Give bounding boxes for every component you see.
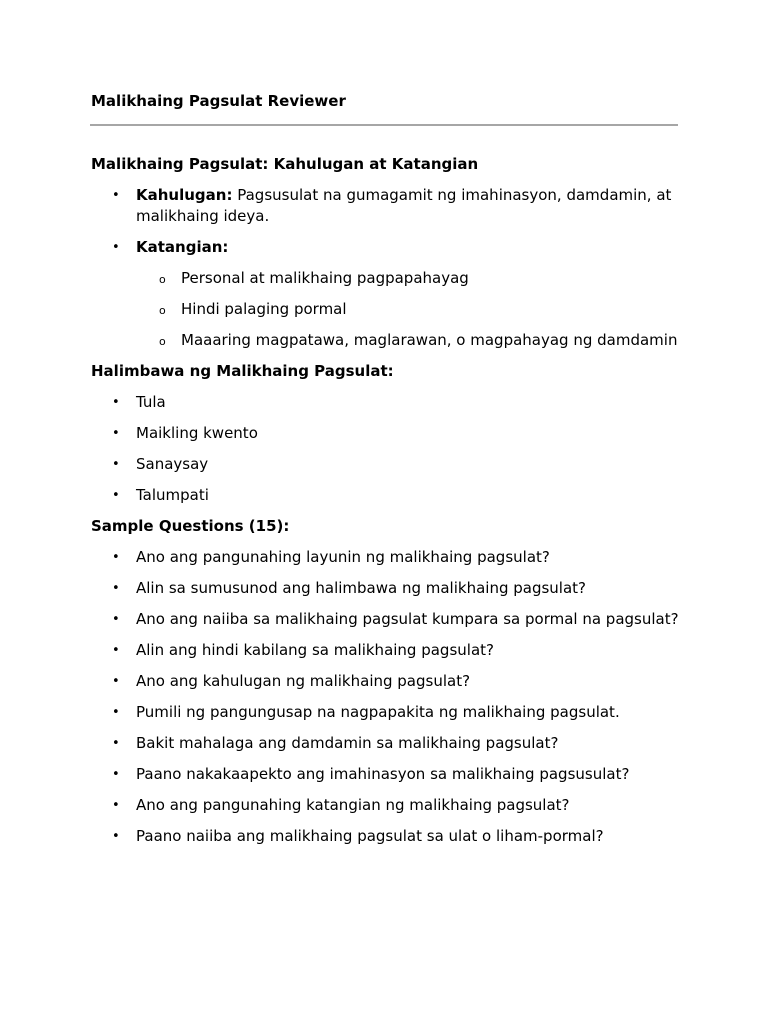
document-title: Malikhaing Pagsulat Reviewer <box>91 92 346 110</box>
kahulugan-text: Pagsusulat na gumagamit ng imahinasyon, damdamin, at malikhaing ideya. <box>136 186 672 225</box>
question-item: • Pumili ng pangungusap na nagpapakita ng malikhaing pagsulat. <box>91 702 687 723</box>
sublist-item: o Hindi palaging pormal <box>136 299 687 320</box>
question-item: • Bakit mahalaga ang damdamin sa malikhaing pagsulat? <box>91 733 687 754</box>
list-item: • Maikling kwento <box>91 423 687 444</box>
list-item: • Sanaysay <box>91 454 687 475</box>
katangian-sublist <box>136 268 687 351</box>
question-item: • Alin sa sumusunod ang halimbawa ng malikhaing pagsulat? <box>91 578 687 599</box>
list-item-katangian <box>91 237 687 351</box>
kahulugan-label: Kahulugan: <box>136 186 233 204</box>
horizontal-rule <box>90 124 678 126</box>
question-item: • Paano nakakaapekto ang imahinasyon sa malikhaing pagsusulat? <box>91 764 687 785</box>
list-item-kahulugan <box>91 185 687 227</box>
question-item: • Ano ang naiiba sa malikhaing pagsulat kumpara sa pormal na pagsulat? <box>91 609 687 630</box>
question-item: • Ano ang pangunahing layunin ng malikhaing pagsulat? <box>91 547 687 568</box>
question-item: • Ano ang kahulugan ng malikhaing pagsulat? <box>91 671 687 692</box>
document-body <box>91 154 687 857</box>
list-item: • Talumpati <box>91 485 687 506</box>
halimbawa-list <box>91 392 687 506</box>
katangian-label: Katangian: <box>136 238 229 256</box>
section-heading-kahulugan-katangian: Malikhaing Pagsulat: Kahulugan at Katangian <box>91 155 479 173</box>
sublist-item: o Maaaring magpatawa, maglarawan, o magpahayag ng damdamin <box>136 330 687 351</box>
section-heading-halimbawa: Halimbawa ng Malikhaing Pagsulat: <box>91 362 394 380</box>
section-heading-sample-questions: Sample Questions (15): <box>91 517 290 535</box>
list-item: • Tula <box>91 392 687 413</box>
definition-list <box>91 185 687 351</box>
question-item: • Paano naiiba ang malikhaing pagsulat sa ulat o liham-pormal? <box>91 826 687 847</box>
question-item: • Ano ang pangunahing katangian ng malikhaing pagsulat? <box>91 795 687 816</box>
questions-list <box>91 547 687 847</box>
question-item: • Alin ang hindi kabilang sa malikhaing pagsulat? <box>91 640 687 661</box>
sublist-item: o Personal at malikhaing pagpapahayag <box>136 268 687 289</box>
